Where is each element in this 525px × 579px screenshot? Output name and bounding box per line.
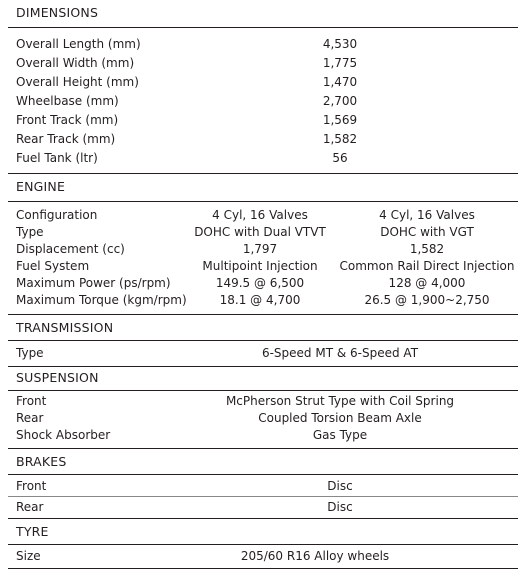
petrol-value: 1,797 — [242, 242, 278, 256]
row-label: Wheelbase (mm) — [16, 94, 119, 108]
row-value: 6-Speed MT & 6-Speed AT — [261, 346, 419, 360]
diesel-value: 26.5 @ 1,900~2,750 — [364, 293, 490, 307]
row-label: Overall Height (mm) — [16, 75, 139, 89]
row-value: 1,582 — [322, 132, 358, 146]
diesel-value: Common Rail Direct Injection — [339, 259, 515, 273]
row-label: Rear — [16, 411, 44, 425]
petrol-value: Multipoint Injection — [202, 259, 318, 273]
diesel-value: 4 Cyl, 16 Valves — [379, 208, 475, 222]
section-title-dimensions: DIMENSIONS — [16, 5, 99, 20]
row-label: Type — [16, 225, 44, 239]
row-value: 1,470 — [322, 75, 358, 89]
row-label: Fuel Tank (ltr) — [16, 151, 98, 165]
row-value: 1,569 — [322, 113, 358, 127]
row-value: 2,700 — [322, 94, 358, 108]
diesel-value: 128 @ 4,000 — [388, 276, 466, 290]
divider — [8, 448, 518, 449]
section-title-transmission: TRANSMISSION — [16, 320, 114, 335]
diesel-value: 1,582 — [409, 242, 445, 256]
divider — [8, 340, 518, 341]
diesel-value: DOHC with VGT — [380, 225, 474, 239]
divider — [8, 201, 518, 202]
row-label: Maximum Torque (kgm/rpm) — [16, 293, 187, 307]
divider — [8, 568, 518, 569]
row-label: Overall Length (mm) — [16, 37, 141, 51]
petrol-value: 4 Cyl, 16 Valves — [212, 208, 308, 222]
row-label: Shock Absorber — [16, 428, 111, 442]
row-value: Gas Type — [312, 428, 368, 442]
row-label: Type — [16, 346, 44, 360]
row-label: Size — [16, 549, 41, 563]
row-label: Rear Track (mm) — [16, 132, 116, 146]
divider — [8, 518, 518, 519]
divider — [8, 173, 518, 174]
row-label: Front Track (mm) — [16, 113, 119, 127]
row-label: Front — [16, 479, 47, 493]
petrol-value: DOHC with Dual VTVT — [194, 225, 326, 239]
row-label: Configuration — [16, 208, 98, 222]
section-title-tyre: TYRE — [16, 524, 49, 539]
row-label: Overall Width (mm) — [16, 56, 135, 70]
divider — [8, 27, 518, 28]
section-title-engine: ENGINE — [16, 179, 66, 194]
row-value: Coupled Torsion Beam Axle — [258, 411, 422, 425]
divider — [8, 390, 518, 391]
divider — [8, 474, 518, 475]
row-value: McPherson Strut Type with Coil Spring — [225, 394, 455, 408]
row-value: 56 — [332, 151, 348, 165]
divider — [8, 366, 518, 367]
row-value: 4,530 — [322, 37, 358, 51]
row-label: Maximum Power (ps/rpm) — [16, 276, 171, 290]
row-value: 1,775 — [322, 56, 358, 70]
row-label: Fuel System — [16, 259, 90, 273]
divider — [8, 544, 518, 545]
row-value: 205/60 R16 Alloy wheels — [240, 549, 390, 563]
row-value: Disc — [327, 500, 353, 514]
divider — [8, 314, 518, 315]
petrol-value: 18.1 @ 4,700 — [219, 293, 301, 307]
section-title-brakes: BRAKES — [16, 454, 67, 469]
petrol-value: 149.5 @ 6,500 — [215, 276, 305, 290]
section-title-suspension: SUSPENSION — [16, 370, 99, 385]
divider — [8, 496, 518, 497]
row-label: Rear — [16, 500, 44, 514]
row-label: Front — [16, 394, 47, 408]
row-value: Disc — [327, 479, 353, 493]
row-label: Displacement (cc) — [16, 242, 125, 256]
